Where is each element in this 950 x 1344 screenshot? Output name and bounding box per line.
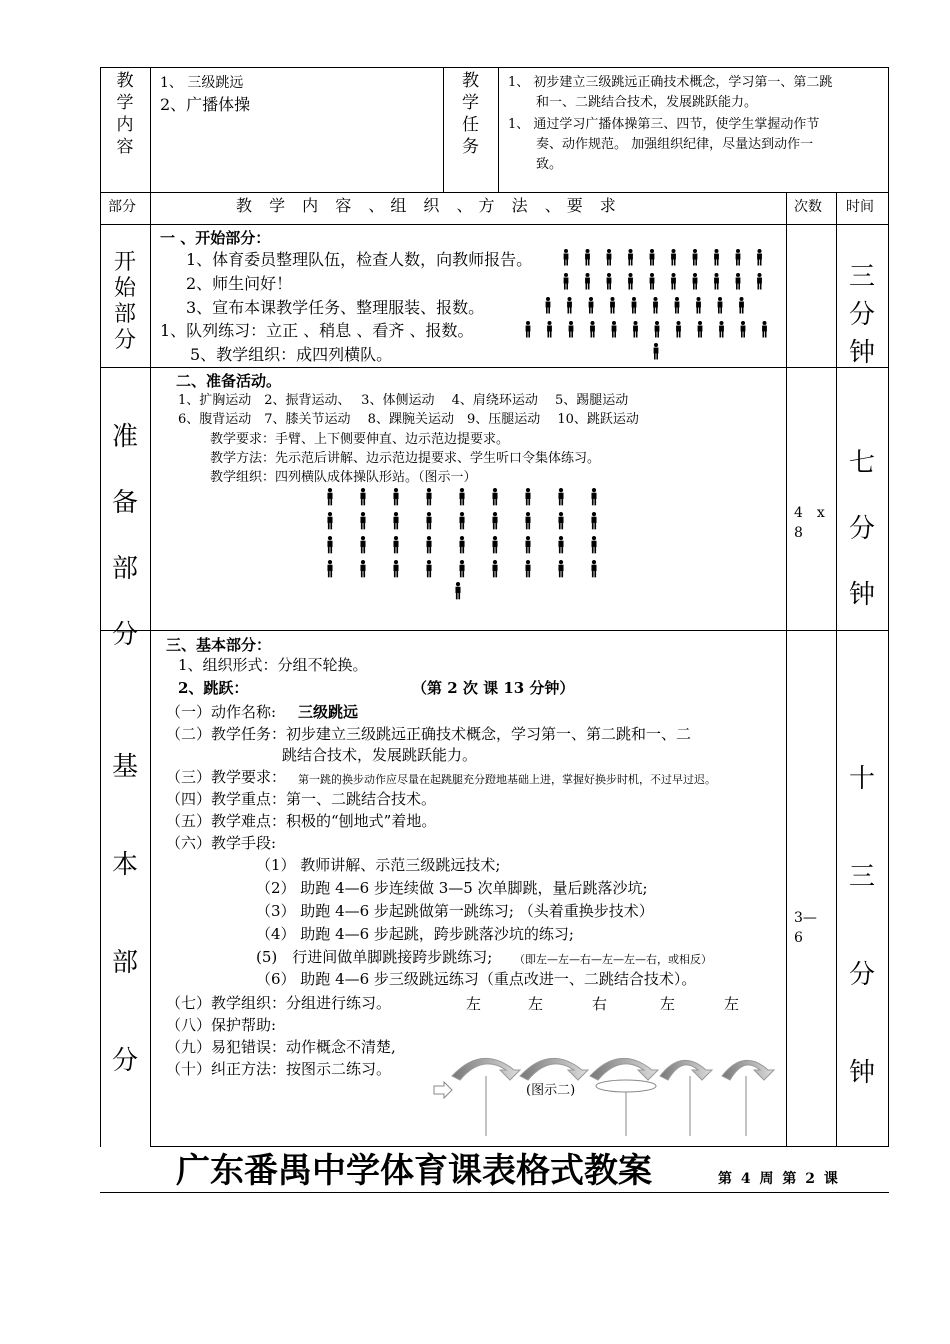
person-figure xyxy=(525,560,530,577)
section3-name-value: 三级跳远 xyxy=(298,703,359,721)
border-right xyxy=(888,67,889,1147)
row-divider xyxy=(100,630,889,631)
section2-title: 二、准备活动。 xyxy=(176,372,282,390)
section3-lesson: （第 2 次 课 13 分钟） xyxy=(412,679,575,697)
section3-correct: （十）纠正方法：按图示二练习。 xyxy=(166,1060,392,1078)
header-times: 次数 xyxy=(794,199,822,215)
section-label-start: 开 始 部 分 xyxy=(113,250,136,353)
divider xyxy=(150,67,151,1147)
person-figure xyxy=(671,273,676,290)
section-label-prep: 准 备 部 分 xyxy=(111,422,138,650)
section3-org-form: 1、组织形式：分组不轮换。 xyxy=(178,656,368,674)
section2-exercises-2: 6、腹背运动 7、膝关节运动 8、踝腕关运动 9、压腿运动 10、跳跃运动 xyxy=(178,412,639,427)
section1-line-3: 3、宣布本课教学任务、整理服装、报数。 xyxy=(186,298,485,317)
section-label-basic: 基 本 部 分 xyxy=(111,752,138,1076)
border-top xyxy=(100,67,889,68)
person-figure xyxy=(610,297,615,314)
formation-figure-1 xyxy=(520,247,780,365)
person-figure xyxy=(360,488,365,505)
content-item-2: 2、广播体操 xyxy=(160,95,251,114)
person-figure xyxy=(762,321,767,338)
person-figure xyxy=(526,321,531,338)
section3-means-4: （4） 助跑 4—6 步起跳，跨步跳落沙坑的练习; xyxy=(256,925,574,943)
section2-exercises-1: 1、扩胸运动 2、振背运动、 3、体侧运动 4、肩绕环运动 5、踢腿运动 xyxy=(178,393,629,408)
section3-times: 3— 6 xyxy=(794,910,817,946)
section3-means-5-note: （即左—左—右—左—左—右，或相反） xyxy=(514,953,712,966)
person-figure xyxy=(525,512,530,529)
person-figure xyxy=(607,249,612,266)
person-figure xyxy=(459,536,464,553)
person-figure xyxy=(558,488,563,505)
section1-title: 一 、开始部分： xyxy=(160,229,271,247)
person-figure xyxy=(393,488,398,505)
section2-method: 教学方法：先示范后讲解、边示范边提要求、学生听口令集体练习。 xyxy=(210,451,601,466)
person-figure xyxy=(676,321,681,338)
task-item-2-line-2: 奏、动作规范。 加强组织纪律，尽量达到动作一 xyxy=(536,137,814,152)
row-divider xyxy=(100,367,889,368)
person-figure xyxy=(426,488,431,505)
person-figure xyxy=(757,249,762,266)
person-figure xyxy=(492,488,497,505)
person-figure xyxy=(327,560,332,577)
footer-rule xyxy=(100,1192,889,1193)
section3-title: 三、基本部分： xyxy=(166,636,272,654)
section3-req-value: 第一跳的换步动作应尽量在起跳腿充分蹬地基础上进，掌握好换步时机，不过早过迟。 xyxy=(298,773,716,786)
person-figure xyxy=(393,536,398,553)
section3-means-6: （6） 助跑 4—6 步三级跳远练习（重点改进一、二跳结合技术）。 xyxy=(256,970,697,988)
person-figure xyxy=(675,297,680,314)
jump-arc-figure xyxy=(430,1040,790,1140)
header-content: 教 学 内 容 、组 织 、方 法 、要 求 xyxy=(236,196,622,215)
section3-protect: （八）保护帮助: xyxy=(166,1016,277,1034)
person-figure xyxy=(628,273,633,290)
section3-duration: 十 三 分 钟 xyxy=(848,764,875,1088)
person-figure xyxy=(718,297,723,314)
person-figure xyxy=(632,297,637,314)
foot-label-1: 左 xyxy=(466,995,482,1013)
task-item-1-line-1: 1、 初步建立三级跳远正确技术概念，学习第一、第二跳 xyxy=(508,75,833,90)
person-figure xyxy=(426,560,431,577)
person-figure xyxy=(564,273,569,290)
section3-key: （四）教学重点：第一、二跳结合技术。 xyxy=(166,790,437,808)
person-figure xyxy=(360,512,365,529)
header-duration: 时间 xyxy=(846,199,874,215)
person-figure xyxy=(655,321,660,338)
person-figure xyxy=(393,512,398,529)
section2-requirement: 教学要求：手臂、上下侧要伸直、边示范边提要求。 xyxy=(210,432,510,447)
person-figure xyxy=(714,249,719,266)
person-figure xyxy=(426,512,431,529)
person-figure xyxy=(591,512,596,529)
section2-times: 4 x 8 xyxy=(794,505,825,541)
task-item-2-line-1: 1、 通过学习广播体操第三、四节，使学生掌握动作节 xyxy=(508,117,820,132)
person-figure xyxy=(546,297,551,314)
person-figure xyxy=(569,321,574,338)
person-figure xyxy=(564,249,569,266)
person-figure xyxy=(525,488,530,505)
person-figure xyxy=(455,582,460,599)
person-figure xyxy=(757,273,762,290)
task-item-2-line-3: 致。 xyxy=(536,157,563,172)
person-figure xyxy=(591,536,596,553)
person-figure xyxy=(628,249,633,266)
person-figure xyxy=(693,273,698,290)
person-figure xyxy=(492,536,497,553)
section2-duration: 七 分 钟 xyxy=(848,448,875,610)
person-figure xyxy=(558,512,563,529)
section1-line-5: 5、教学组织：成四列横队。 xyxy=(190,345,393,364)
person-figure xyxy=(492,512,497,529)
formation-figure-2 xyxy=(320,486,620,606)
section3-difficulty: （五）教学难点：积极的“刨地式”着地。 xyxy=(166,812,437,830)
section3-name-label: （一）动作名称: xyxy=(166,703,277,721)
section3-organization: （七）教学组织：分组进行练习。 xyxy=(166,994,392,1012)
person-figure xyxy=(558,560,563,577)
person-figure xyxy=(607,273,612,290)
divider xyxy=(498,67,499,192)
person-figure xyxy=(736,249,741,266)
foot-label-2: 左 xyxy=(528,995,544,1013)
content-item-1: 1、 三级跳远 xyxy=(160,75,244,91)
section3-means-2: （2） 助跑 4—6 步连续做 3—5 次单脚跳，量后跳落沙坑; xyxy=(256,879,648,897)
label-teaching-content: 教 学 内 容 xyxy=(116,71,134,157)
foot-label-4: 左 xyxy=(660,995,676,1013)
person-figure xyxy=(714,273,719,290)
person-figure xyxy=(327,512,332,529)
person-figure xyxy=(612,321,617,338)
foot-label-5: 左 xyxy=(724,995,740,1013)
section1-line-1: 1、体育委员整理队伍，检查人数，向教师报告。 xyxy=(186,250,533,269)
person-figure xyxy=(589,297,594,314)
person-figure xyxy=(650,273,655,290)
section1-line-2: 2、师生问好！ xyxy=(186,274,293,293)
person-figure xyxy=(633,321,638,338)
person-figure xyxy=(693,249,698,266)
person-figure xyxy=(360,536,365,553)
person-figure xyxy=(696,297,701,314)
section3-means-5: (5) 行进间做单脚跳接跨步跳练习; xyxy=(256,948,493,966)
figure-2-caption: (图示二) xyxy=(526,1083,576,1098)
person-figure xyxy=(558,536,563,553)
task-item-1-line-2: 和一、二跳结合技术，发展跳跃能力。 xyxy=(536,95,758,110)
person-figure xyxy=(653,297,658,314)
person-figure xyxy=(327,536,332,553)
person-figure xyxy=(654,343,659,360)
section2-organization: 教学组织：四列横队成体操队形站。（图示一） xyxy=(210,470,477,485)
person-figure xyxy=(327,488,332,505)
section1-line-4: 1、队列练习：立正 、稍息 、看齐 、报数。 xyxy=(160,321,474,340)
person-figure xyxy=(547,321,552,338)
section3-means-1: （1） 教师讲解、示范三级跳远技术; xyxy=(256,856,501,874)
person-figure xyxy=(567,297,572,314)
person-figure xyxy=(736,273,741,290)
person-figure xyxy=(426,536,431,553)
person-figure xyxy=(459,512,464,529)
row-divider xyxy=(100,192,889,193)
person-figure xyxy=(360,560,365,577)
person-figure xyxy=(698,321,703,338)
person-figure xyxy=(590,321,595,338)
section3-task-2: 跳结合技术，发展跳跃能力。 xyxy=(282,746,478,764)
section1-duration: 三 分 钟 xyxy=(848,262,875,368)
section3-means-3: （3） 助跑 4—6 步起跳做第一跳练习; （头着重换步技术） xyxy=(256,902,654,920)
section3-req-label: （三）教学要求： xyxy=(166,768,287,786)
person-figure xyxy=(591,560,596,577)
footer-title: 广东番禺中学体育课表格式教案 xyxy=(176,1151,652,1191)
person-figure xyxy=(525,536,530,553)
header-part: 部分 xyxy=(108,199,136,215)
foot-label-3: 右 xyxy=(592,995,608,1013)
row-divider xyxy=(100,224,889,225)
section3-errors: （九）易犯错误：动作概念不清楚, xyxy=(166,1038,396,1056)
person-figure xyxy=(719,321,724,338)
label-teaching-task: 教 学 任 务 xyxy=(462,71,479,157)
person-figure xyxy=(393,560,398,577)
section3-means: （六）教学手段: xyxy=(166,834,277,852)
person-figure xyxy=(492,560,497,577)
footer-week: 第 4 周 第 2 课 xyxy=(718,1171,840,1187)
person-figure xyxy=(459,488,464,505)
section3-task-1: （二）教学任务：初步建立三级跳远正确技术概念，学习第一、第二跳和一、二 xyxy=(166,725,692,743)
person-figure xyxy=(671,249,676,266)
person-figure xyxy=(741,321,746,338)
section3-jump: 2、跳跃： xyxy=(178,679,249,697)
row-divider xyxy=(150,1146,889,1147)
person-figure xyxy=(739,297,744,314)
person-figure xyxy=(650,249,655,266)
person-figure xyxy=(585,249,590,266)
divider xyxy=(786,192,787,1147)
person-figure xyxy=(459,560,464,577)
person-figure xyxy=(585,273,590,290)
person-figure xyxy=(591,488,596,505)
